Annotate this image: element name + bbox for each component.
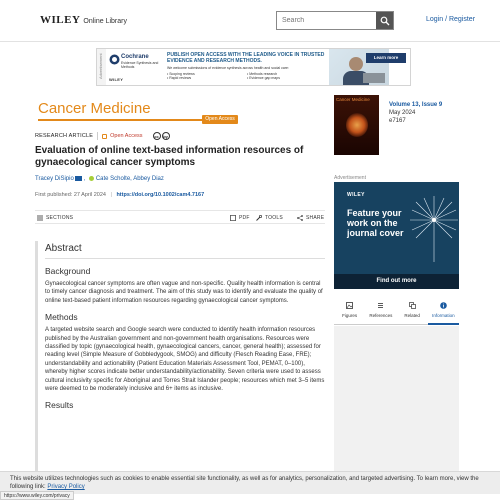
logo-online-library: Online Library <box>83 18 127 25</box>
ad-bullet: • Scoping reviews <box>167 72 195 76</box>
article-type: RESEARCH ARTICLE <box>35 133 94 139</box>
cochrane-brand-sub: Evidence Synthesis and Methods <box>121 61 159 69</box>
cookie-banner <box>0 471 500 494</box>
find-out-more-button[interactable]: Find out more <box>334 274 459 289</box>
first-published-label: First published: <box>35 192 73 198</box>
cover-artwork <box>346 113 368 137</box>
dandelion-icon <box>404 192 459 262</box>
login-register-link[interactable]: Login / Register <box>426 16 476 23</box>
feature-cover-ad[interactable] <box>334 182 459 289</box>
tab-figures[interactable] <box>334 302 365 322</box>
wiley-online-library-logo[interactable] <box>40 14 127 26</box>
tab-related[interactable] <box>397 302 428 322</box>
issue-info <box>389 101 442 125</box>
ad-subtext: We welcome submissions of evidence synthesis across health and social care: <box>167 66 289 70</box>
ad-headline: PUBLISH OPEN ACCESS WITH THE LEADING VOICE IN TRUSTED EVIDENCE AND RESEARCH METHODS. <box>167 52 325 64</box>
sidebar-tabs <box>334 302 459 322</box>
abstract-section <box>35 241 325 471</box>
meta-divider <box>97 132 98 140</box>
publication-info <box>35 192 204 198</box>
ad-bullet: • Rapid reviews <box>167 76 192 80</box>
tab-figures-label: Figures <box>342 313 358 318</box>
site-header <box>0 0 500 42</box>
author-list: Tracey DiSipio , Cate Scholte, Abbey Diaz <box>35 176 164 183</box>
cochrane-brand-name: Cochrane <box>121 54 149 60</box>
sections-button[interactable] <box>37 215 73 221</box>
share-label: SHARE <box>306 215 325 221</box>
tab-related-label: Related <box>404 313 420 318</box>
article-id: e7167 <box>389 118 406 124</box>
journal-title[interactable]: Cancer Medicine <box>38 100 151 117</box>
background-heading: Background <box>45 266 91 276</box>
issue-date: May 2024 <box>389 110 416 116</box>
pdf-label: PDF <box>239 215 250 221</box>
results-heading: Results <box>45 400 74 411</box>
tab-information-label: Information <box>432 313 455 318</box>
information-icon <box>440 302 447 309</box>
by-icon: by <box>163 133 168 139</box>
search-icon <box>380 16 390 26</box>
sections-label: SECTIONS <box>46 215 74 221</box>
logo-wiley: WILEY <box>40 14 81 26</box>
tools-label: TOOLS <box>265 215 283 221</box>
ad-learn-more-button[interactable]: Learn more <box>366 53 406 63</box>
advertisement-label: Advertisement <box>334 175 366 181</box>
search-button[interactable] <box>376 12 393 29</box>
article-actions <box>35 210 325 224</box>
license-icons[interactable] <box>153 132 171 140</box>
cc-icon: cc <box>154 133 159 139</box>
sections-icon <box>37 215 43 221</box>
open-access-label <box>102 133 142 139</box>
journal-cover-image[interactable] <box>334 95 379 155</box>
privacy-policy-link[interactable]: Privacy Policy <box>47 484 85 490</box>
ad-bullet: • Evidence gap maps <box>247 76 280 80</box>
author-link[interactable]: Abbey Diaz <box>133 176 164 183</box>
search-box <box>276 11 394 30</box>
first-published-date: 27 April 2024 <box>73 192 106 198</box>
tools-button[interactable] <box>256 215 283 221</box>
pub-divider: | <box>110 192 112 198</box>
open-lock-icon <box>102 134 107 139</box>
open-access-text: Open Access <box>110 133 143 139</box>
methods-text: A targeted website search and Google search were conducted to identify health information resources published by the Australian government and non-government health organisations. Resources were classified by topic (gynaecological health, gynaecological cancers, cancer, general health); assessed for reading level (Simple Measure of Gobbledygook, SMOG) and difficulty (Flesch Reading Ease, FRE); understandability and actionability (Patient Education Materials Assessment Tool, PEMAT, 0–100), whereby higher scores indicate better understandability/actionability. Seven criteria were used to assess cultural inclusivity specific for Aboriginal and Torres Strait Islander people; resources which met 3–5 items were deemed to be moderately inclusive and 6+ items as inclusive. <box>45 327 325 393</box>
feature-ad-publisher: WILEY <box>347 192 365 198</box>
email-icon[interactable] <box>75 176 82 181</box>
author-link[interactable]: Cate Scholte <box>95 176 131 183</box>
tab-references-label: References <box>369 313 393 318</box>
feature-ad-text: Feature your work on the journal cover <box>347 208 404 238</box>
cover-title: Cancer Medicine <box>336 97 370 102</box>
author-link[interactable]: Tracey DiSipio <box>35 176 74 183</box>
tab-references[interactable] <box>365 302 396 322</box>
cochrane-ad-banner[interactable] <box>96 48 411 86</box>
issue-volume-link[interactable]: Volume 13, Issue 9 <box>389 102 443 108</box>
search-input[interactable] <box>277 12 377 29</box>
cookie-text: This website utilizes technologies such as cookies to enable essential site functionality, as well as for analytics, personalization, and targeted advertising. To learn more, view the following link: <box>10 476 479 490</box>
references-icon <box>377 302 384 309</box>
doi-link[interactable]: https://doi.org/10.1002/cam4.7167 <box>116 192 205 198</box>
status-bar-url: https://www.wiley.com/privacy <box>0 491 74 500</box>
ad-side-strip <box>97 49 106 86</box>
figures-icon <box>346 302 353 309</box>
related-icon <box>409 302 416 309</box>
abstract-heading: Abstract <box>45 243 82 254</box>
share-icon <box>297 215 303 221</box>
orcid-icon[interactable] <box>89 176 94 181</box>
article-title: Evaluation of online text-based information resources of gynaecological cancer symptoms <box>35 145 304 168</box>
ad-bullets <box>167 72 327 80</box>
ad-bullet: • Methods research <box>247 72 278 76</box>
information-panel <box>334 326 459 471</box>
ad-side-label: Advertisement <box>98 53 103 79</box>
article-meta-row <box>35 132 171 140</box>
methods-heading: Methods <box>45 312 78 323</box>
pdf-icon <box>230 215 236 221</box>
abstract-rule <box>45 258 325 259</box>
open-access-badge: Open Access <box>202 115 238 124</box>
active-tab-indicator <box>428 323 459 325</box>
cochrane-logo <box>109 52 161 84</box>
ad-publisher-logo: WILEY <box>109 77 124 82</box>
ad-photo-head <box>349 57 363 71</box>
pdf-button[interactable] <box>230 215 250 221</box>
share-button[interactable] <box>297 215 324 221</box>
background-text: Gynaecological cancer symptoms are often vague and non-specific. Quality health information is central to timely cancer diagnosis and treatment. The aim of this study was to identify and evaluate the quality of online text-based patient information resources regarding gynaecological cancer symptoms. <box>45 281 323 304</box>
cochrane-mark-icon <box>109 54 120 65</box>
ad-photo-laptop <box>363 73 385 83</box>
wrench-icon <box>256 215 262 221</box>
cookie-text-container <box>10 475 490 491</box>
tab-information[interactable] <box>428 302 459 322</box>
